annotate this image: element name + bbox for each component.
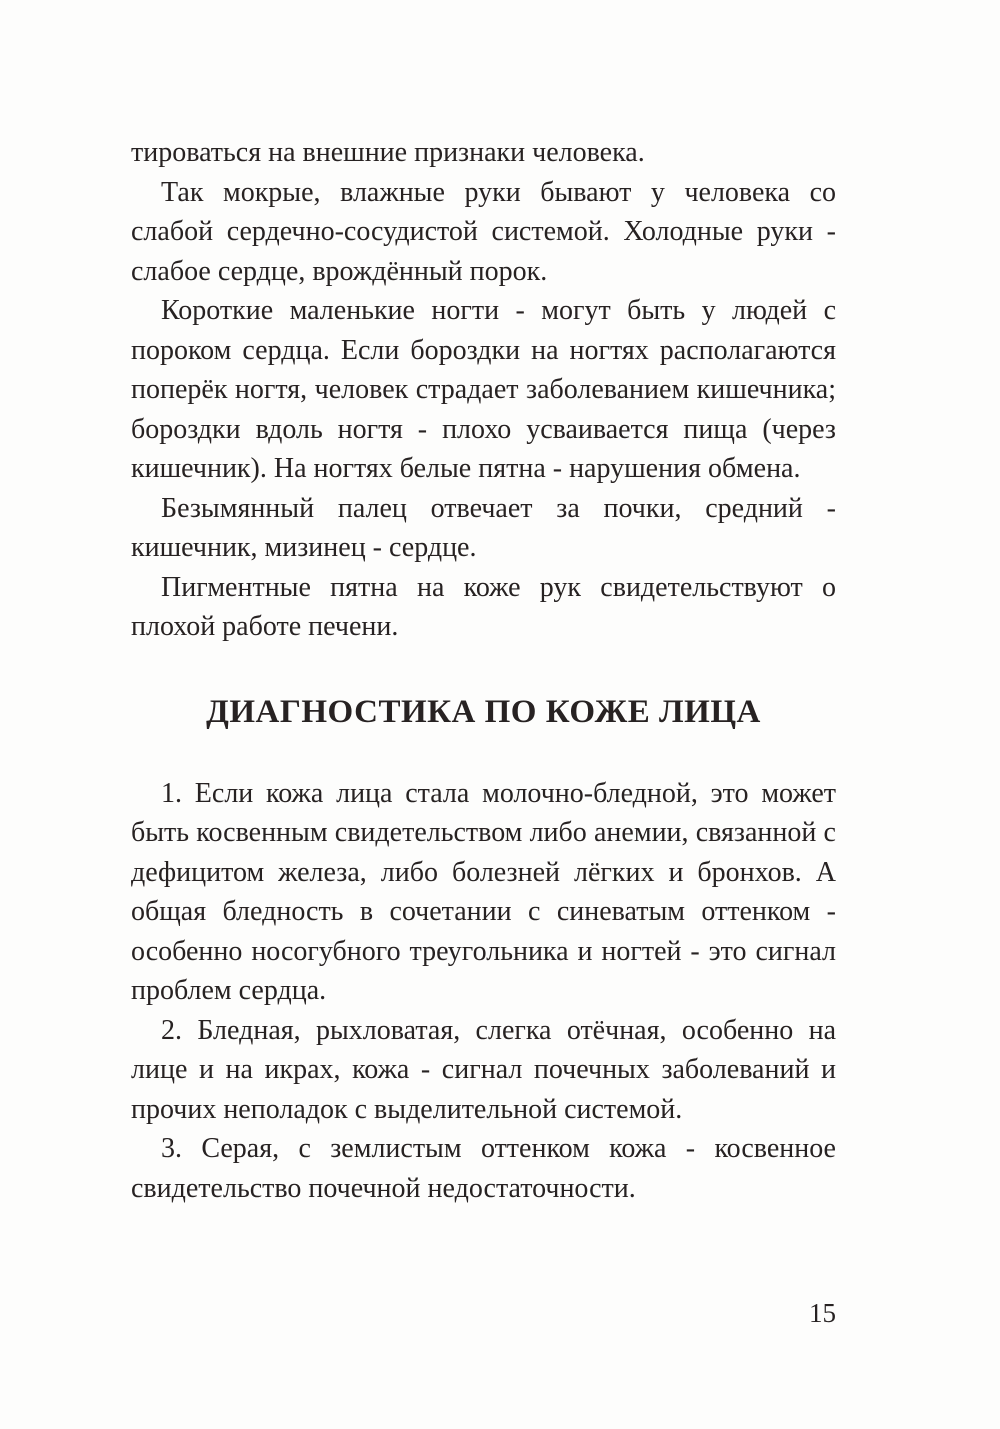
paragraph: Так мокрые, влажные руки бывают у человека со слабой сердечно-сосудистой системой. Холодные руки - слабое сердце, врождённый порок.	[131, 176, 836, 287]
text-block	[131, 133, 836, 1208]
paragraph-continuation: тироваться на внешние признаки человека.	[131, 137, 645, 168]
page-number: 15	[809, 1298, 836, 1328]
paragraph: Короткие маленькие ногти - могут быть у людей с пороком сердца. Если бороздки на ногтях располагаются поперёк ногтя, человек страдает заболеванием кишечника; бороздки вдоль ногтя - плохо усваивается пища (через кишечник). На ногтях белые пятна - нарушения обмена.	[131, 295, 836, 484]
paragraph: Безымянный палец отвечает за почки, средний - кишечник, мизинец - сердце.	[131, 492, 836, 563]
paragraph: 2. Бледная, рыхловатая, слегка отёчная, особенно на лице и на икрах, кожа - сигнал почечных заболеваний и прочих неполадок с выделительной системой.	[131, 1014, 836, 1125]
paragraph: 3. Серая, с землистым оттенком кожа - косвенное свидетельство почечной недостаточности.	[131, 1133, 836, 1204]
section-heading: ДИАГНОСТИКА ПО КОЖЕ ЛИЦА	[206, 693, 761, 730]
paragraph: 1. Если кожа лица стала молочно-бледной, это может быть косвенным свидетельством либо анемии, связанной с дефицитом железа, либо болезней лёгких и бронхов. А общая бледность в сочетании с синеватым оттенком - особенно носогубного треугольника и ногтей - это сигнал проблем сердца.	[131, 777, 836, 1006]
paragraph: Пигментные пятна на коже рук свидетельствуют о плохой работе печени.	[131, 571, 836, 642]
